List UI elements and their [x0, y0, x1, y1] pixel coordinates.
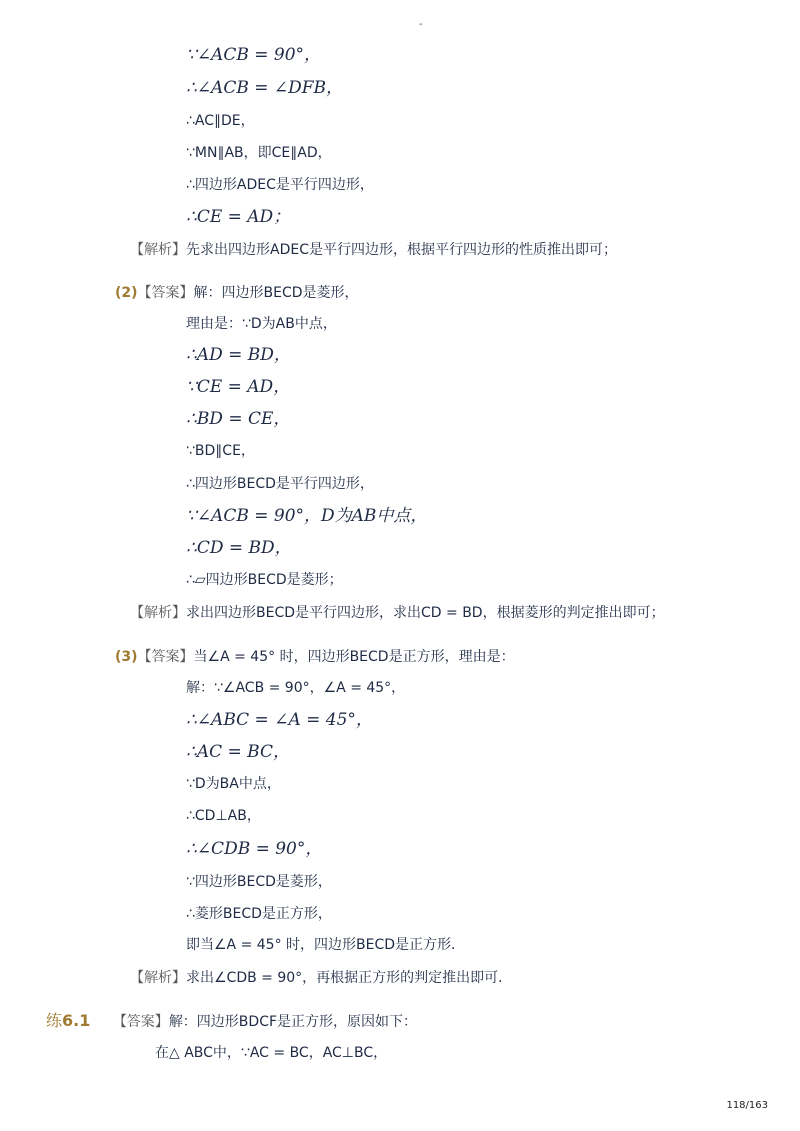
proof-line: ∵∠ACB = 90°， — [186, 45, 322, 65]
proof-line: ∴菱形BECD是正方形， — [186, 906, 332, 922]
proof-line: ∵四边形BECD是菱形， — [186, 874, 332, 890]
proof-line: ∴∠ABC = ∠A = 45°， — [186, 710, 373, 730]
analysis-tag: 【解析】 — [130, 605, 186, 621]
analysis-line — [130, 603, 665, 623]
answer-tag: 【答案】 — [112, 1014, 169, 1030]
answer-tag: 【答案】 — [137, 649, 194, 665]
proof-line: ∴四边形ADEC是平行四边形， — [186, 177, 374, 193]
practice-label-cn: 练 — [46, 1011, 63, 1030]
proof-line: ∴CD = BD， — [186, 538, 292, 558]
question-number: (2) — [115, 285, 138, 301]
proof-line: ∴∠ACB = ∠DFB， — [186, 78, 344, 98]
analysis-text: 求出∠CDB = 90°，再根据正方形的判定推出即可． — [186, 970, 513, 986]
analysis-tag: 【解析】 — [130, 242, 186, 258]
answer-first-line: 解：四边形BECD是菱形， — [193, 285, 359, 301]
proof-line: ∵MN∥AB，即CE∥AD， — [186, 145, 332, 161]
analysis-text: 先求出四边形ADEC是平行四边形，根据平行四边形的性质推出即可； — [186, 242, 617, 258]
page-number: 118/163 — [726, 1100, 768, 1111]
proof-line: ∵CE = AD， — [186, 377, 291, 397]
proof-line: ∴AC = BC， — [186, 742, 290, 762]
proof-line: 即当∠A = 45° 时，四边形BECD是正方形． — [186, 937, 466, 953]
analysis-text: 求出四边形BECD是平行四边形，求出CD = BD，根据菱形的判定推出即可； — [186, 605, 665, 621]
proof-line: 在△ ABC中，∵AC = BC，AC⊥BC， — [155, 1045, 388, 1061]
proof-line: ∴AC∥DE， — [186, 113, 255, 129]
answer-first-line: 当∠A = 45° 时，四边形BECD是正方形，理由是： — [193, 649, 515, 665]
proof-line: ∴CE = AD； — [186, 207, 291, 227]
question-number: (3) — [115, 649, 138, 665]
practice-label — [46, 1011, 90, 1030]
proof-line: ∴∠CDB = 90°， — [186, 839, 323, 859]
proof-line: 解：∵∠ACB = 90°，∠A = 45°， — [186, 680, 406, 696]
analysis-tag: 【解析】 — [130, 970, 186, 986]
answer-first-line: 解：四边形BDCF是正方形，原因如下： — [168, 1014, 418, 1030]
answer-heading — [115, 647, 515, 667]
proof-line: ∵BD∥CE， — [186, 443, 255, 459]
proof-line: ∵∠ACB = 90°，D为AB中点， — [186, 506, 428, 526]
proof-line: ∴CD⊥AB， — [186, 808, 261, 824]
header-mark: - — [419, 19, 423, 30]
answer-tag: 【答案】 — [137, 285, 194, 301]
proof-line: ∴AD = BD， — [186, 345, 291, 365]
answer-heading — [115, 283, 359, 303]
analysis-line — [130, 968, 512, 988]
practice-heading — [46, 1011, 417, 1032]
proof-line: ∴▱四边形BECD是菱形； — [186, 572, 343, 588]
proof-line: ∴BD = CE， — [186, 409, 291, 429]
proof-line: 理由是：∵D为AB中点， — [186, 316, 337, 332]
analysis-line — [130, 240, 617, 260]
proof-line: ∴四边形BECD是平行四边形， — [186, 476, 374, 492]
proof-line: ∵D为BA中点， — [186, 776, 281, 792]
practice-label-num: 6.1 — [62, 1011, 91, 1030]
